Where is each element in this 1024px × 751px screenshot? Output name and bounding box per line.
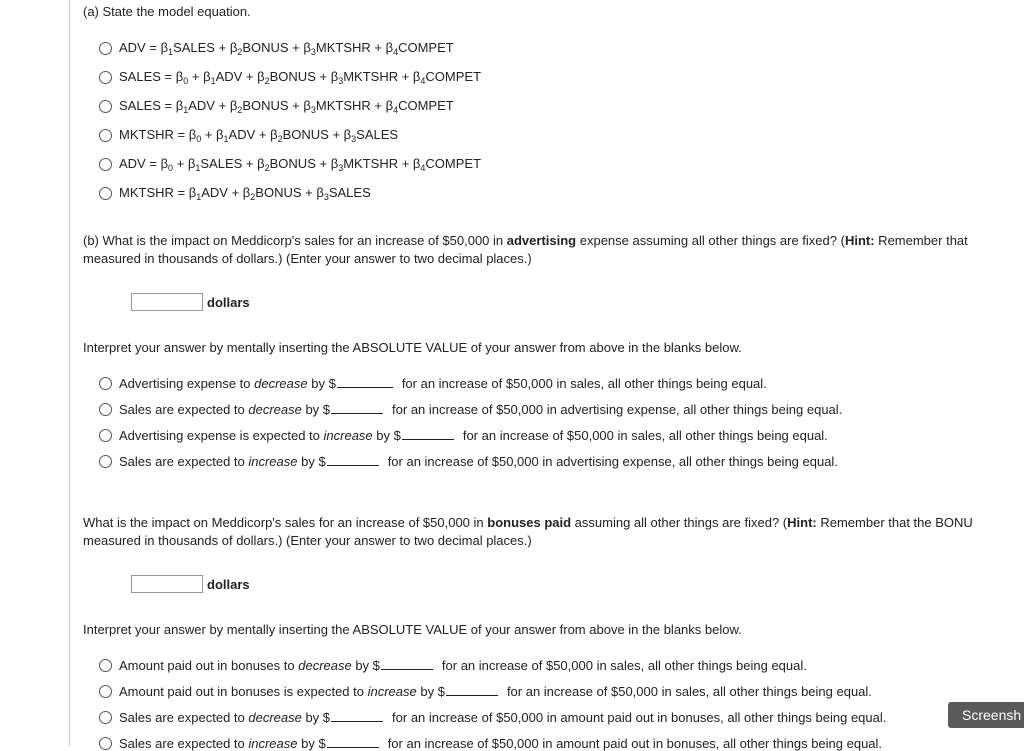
advertising-impact-input[interactable] [131, 293, 203, 311]
equation-option[interactable] [99, 69, 481, 86]
option-text: Sales are expected to decrease by $ for an increase of $50,000 in advertising expense, all other things being equal. [119, 402, 843, 417]
answer-blank [381, 658, 433, 670]
equation-term: COMPET [398, 98, 454, 113]
option-text: Sales are expected to increase by $ for an increase of $50,000 in advertising expense, all other things being equal. [119, 454, 838, 469]
equation-term: BONUS [269, 156, 316, 171]
equation-term: BONUS [242, 40, 289, 55]
option-text: Sales are expected to increase by $ for an increase of $50,000 in amount paid out in bonuses, all other things being equal. [119, 736, 883, 751]
equation-term: ADV [215, 69, 243, 84]
part-b-question: (b) What is the impact on Meddicorp's sales for an increase of $50,000 in advertising expense assuming all other things are fixed? (Hint: Remember that measured in thousands of dollars.) (Enter your answer to two decimal places.) [83, 233, 968, 266]
equation-term: BONUS [255, 185, 302, 200]
equation-lhs: MKTSHR [119, 127, 174, 142]
part-b-interpret: Interpret your answer by mentally inserting the ABSOLUTE VALUE of your answer from above in the blanks below. [83, 340, 742, 355]
interpret-option[interactable] [99, 428, 828, 443]
equation-option[interactable] [99, 156, 481, 173]
option-text: Advertising expense is expected to increase by $ for an increase of $50,000 in sales, all other things being equal. [119, 428, 828, 443]
option-text: Amount paid out in bonuses is expected to increase by $ for an increase of $50,000 in sales, all other things being equal. [119, 684, 872, 699]
equation-term: MKTSHR [315, 98, 371, 113]
radio-button[interactable] [99, 711, 112, 724]
interpret-option[interactable] [99, 684, 872, 699]
equation-option[interactable] [99, 98, 454, 115]
bonus-answer-row [131, 575, 250, 593]
answer-blank [402, 428, 454, 440]
interpret-option[interactable] [99, 454, 838, 469]
bonus-impact-input[interactable] [131, 575, 203, 593]
option-text: Sales are expected to decrease by $ for an increase of $50,000 in amount paid out in bonuses, all other things being equal. [119, 710, 887, 725]
answer-blank [331, 710, 383, 722]
equation-term: BONUS [282, 127, 329, 142]
equation-term: BONUS [242, 98, 289, 113]
equation-term: BONUS [269, 69, 316, 84]
radio-button[interactable] [99, 187, 112, 200]
radio-button[interactable] [99, 377, 112, 390]
equation-term: ADV [228, 127, 256, 142]
interpret-option[interactable] [99, 736, 882, 751]
equation-option[interactable] [99, 127, 398, 144]
interpret-option[interactable] [99, 658, 807, 673]
equation-term: SALES [173, 40, 215, 55]
equation-text: ADV = $\beta_0$ + $\beta_1SALES$ + $\beta_2BONUS$ + $\beta_3MKTSHR$ + $\beta_4COMPET$ [119, 156, 482, 173]
equation-term: SALES [200, 156, 243, 171]
equation-lhs: ADV [119, 156, 146, 171]
part-c-interpret: Interpret your answer by mentally inserting the ABSOLUTE VALUE of your answer from above in the blanks below. [83, 622, 742, 637]
equation-text: MKTSHR = $\beta_0 + \beta_1ADV$ + $\beta_2BONUS$ + $\beta_3SALES$ [119, 127, 399, 144]
equation-text: MKTSHR = $\beta_1ADV$ + $\beta_2BONUS$ + $\beta_3SALES$ [119, 185, 371, 202]
left-border [69, 0, 70, 746]
radio-button[interactable] [99, 71, 112, 84]
equation-lhs: MKTSHR [119, 185, 174, 200]
radio-button[interactable] [99, 659, 112, 672]
radio-button[interactable] [99, 685, 112, 698]
answer-blank [337, 376, 393, 388]
radio-button[interactable] [99, 455, 112, 468]
equation-lhs: SALES [119, 69, 161, 84]
part-a-heading: (a) State the model equation. [83, 4, 251, 19]
radio-button[interactable] [99, 403, 112, 416]
equation-term: SALES [328, 185, 371, 200]
equation-term: MKTSHR [343, 156, 399, 171]
radio-button[interactable] [99, 100, 112, 113]
equation-option[interactable] [99, 40, 454, 57]
equation-term: MKTSHR [315, 40, 371, 55]
part-c-question: What is the impact on Meddicorp's sales for an increase of $50,000 in bonuses paid assuming all other things are fixed? (Hint: Remember that the BONU measured in thousands of dollars.) (Enter your answer to two decimal places.) [83, 515, 973, 548]
radio-button[interactable] [99, 737, 112, 750]
screenshot-button[interactable]: Screensh [948, 702, 1024, 728]
interpret-option[interactable] [99, 710, 886, 725]
answer-blank [327, 454, 379, 466]
answer-blank [446, 684, 498, 696]
interpret-option[interactable] [99, 402, 842, 417]
equation-lhs: SALES [119, 98, 161, 113]
equation-text: SALES = $\beta_0 + \beta_1ADV$ + $\beta_2BONUS$ + $\beta_3MKTSHR$ + $\beta_4COMPET$ [119, 69, 482, 86]
interpret-option[interactable] [99, 376, 767, 391]
radio-button[interactable] [99, 42, 112, 55]
equation-lhs: ADV [119, 40, 146, 55]
equation-term: ADV [188, 98, 215, 113]
radio-button[interactable] [99, 429, 112, 442]
answer-blank [331, 402, 383, 414]
radio-button[interactable] [99, 158, 112, 171]
unit-label: dollars [207, 576, 250, 592]
equation-term: COMPET [398, 40, 454, 55]
equation-option[interactable] [99, 185, 371, 202]
equation-term: ADV [201, 185, 228, 200]
radio-button[interactable] [99, 129, 112, 142]
equation-term: MKTSHR [343, 69, 399, 84]
advertising-answer-row [131, 293, 250, 311]
equation-term: COMPET [425, 69, 482, 84]
answer-blank [327, 736, 379, 748]
unit-label: dollars [207, 294, 250, 310]
option-text: Advertising expense to decrease by $ for an increase of $50,000 in sales, all other things being equal. [119, 376, 767, 391]
equation-text: ADV = $\beta_1SALES$ + $\beta_2BONUS$ + $\beta_3MKTSHR$ + $\beta_4COMPET$ [119, 40, 454, 57]
equation-term: SALES [356, 127, 399, 142]
equation-text: SALES = $\beta_1ADV$ + $\beta_2BONUS$ + $\beta_3MKTSHR$ + $\beta_4COMPET$ [119, 98, 454, 115]
option-text: Amount paid out in bonuses to decrease by $ for an increase of $50,000 in sales, all other things being equal. [119, 658, 807, 673]
equation-term: COMPET [425, 156, 482, 171]
